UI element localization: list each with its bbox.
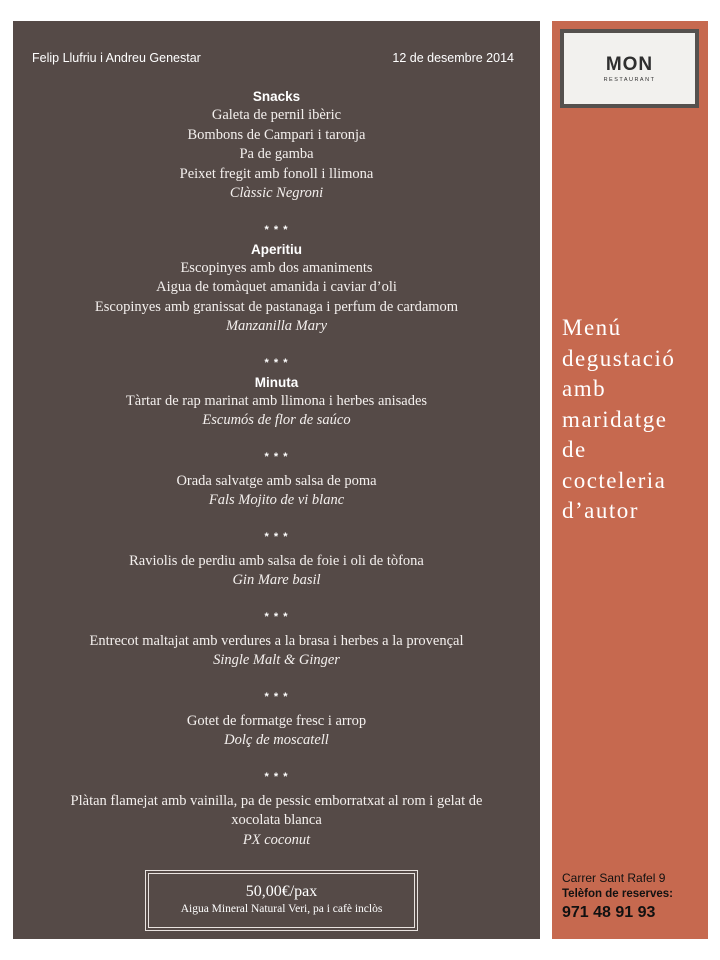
dish: Galeta de pernil ibèric [211, 107, 342, 123]
course-platan [13, 792, 540, 851]
dish: Peixet fregit amb fonoll i llimona [179, 165, 374, 182]
course-entrecot [13, 632, 540, 671]
title-line: de [562, 437, 587, 462]
course-separator: * * * [264, 770, 289, 783]
course-separator: * * * [264, 610, 289, 623]
cocktail-pairing: Clàssic Negroni [229, 185, 324, 201]
cocktail-pairing: Escumós de flor de saúco [202, 412, 351, 428]
menu-header [13, 51, 540, 67]
restaurant-logo [560, 29, 699, 108]
dish: Tàrtar de rap marinat amb llimona i herbes anisades [125, 392, 428, 409]
title-line: d’autor [562, 498, 639, 523]
course-separator: * * * [264, 223, 289, 236]
course-gotet [13, 712, 540, 751]
menu-price: 50,00€/pax [245, 883, 318, 900]
price-includes: Aigua Mineral Natural Veri, pa i cafè inclòs [180, 903, 383, 915]
dish: Gotet de formatge fresc i arrop [186, 712, 367, 729]
cocktail-pairing: Fals Mojito de vi blanc [208, 492, 345, 508]
title-line: amb [562, 376, 607, 401]
title-line: cocteleria [562, 467, 667, 493]
title-line: degustació [562, 345, 676, 371]
menu-title [562, 313, 706, 527]
course-minuta [13, 373, 540, 431]
course-aperitiu [13, 240, 540, 337]
logo-card [564, 33, 695, 104]
side-panel [552, 21, 708, 939]
address: Carrer Sant Rafel 9 [562, 871, 666, 885]
dish: Aigua de tomàquet amanida i caviar d’oli [156, 279, 397, 295]
dish: Escopinyes amb dos amaniments [180, 259, 373, 276]
cocktail-pairing: Gin Mare basil [232, 572, 321, 588]
course-separator: * * * [264, 356, 289, 369]
cocktail-pairing: Manzanilla Mary [225, 318, 328, 334]
course-orada [13, 472, 540, 511]
course-separator: * * * [264, 690, 289, 703]
cocktail-pairing: PX coconut [242, 831, 311, 848]
course-separator: * * * [264, 530, 289, 543]
chefs-names: Felip Llufriu i Andreu Genestar [32, 51, 201, 65]
contact-info [562, 870, 706, 923]
menu-panel [13, 21, 540, 939]
dish: xocolata blanca [231, 812, 322, 828]
course-heading: Snacks [252, 89, 301, 104]
logo-wordmark: MON [605, 54, 654, 75]
phone-label: Telèfon de reserves: [562, 888, 674, 900]
dish: Pa de gamba [239, 146, 314, 162]
title-line: maridatge [562, 406, 668, 432]
cocktail-pairing: Dolç de moscatell [224, 732, 329, 748]
menu-courses [13, 87, 540, 850]
course-heading: Minuta [254, 374, 299, 390]
dish: Entrecot maltajat amb verdures a la brasa i herbes a la provençal [89, 632, 464, 649]
price-box [148, 873, 415, 928]
course-separator: * * * [264, 450, 289, 463]
dish: Bombons de Campari i taronja [187, 126, 366, 143]
course-raviolis [13, 552, 540, 591]
logo-subtitle: RESTAURANT [603, 77, 656, 83]
course-snacks [13, 87, 540, 204]
title-line: Menú [562, 315, 622, 340]
dish: Escopinyes amb granissat de pastanaga i perfum de cardamom [94, 298, 459, 315]
dish: Plàtan flamejat amb vainilla, pa de pessic emborratxat al rom i gelat de [70, 792, 483, 809]
dish: Raviolis de perdiu amb salsa de foie i oli de tòfona [129, 552, 424, 569]
cocktail-pairing: Single Malt & Ginger [213, 652, 340, 668]
course-heading: Aperitiu [250, 241, 302, 257]
dish: Orada salvatge amb salsa de poma [176, 472, 377, 489]
menu-date: 12 de desembre 2014 [392, 51, 514, 65]
phone-number: 971 48 91 93 [562, 904, 656, 921]
